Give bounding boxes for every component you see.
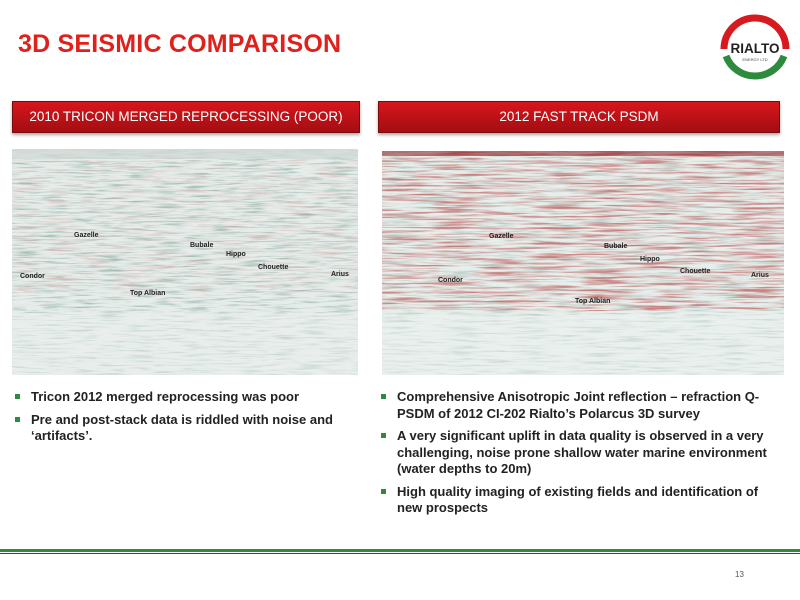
right-label-top-albian: Top Albian bbox=[575, 298, 611, 305]
list-item bbox=[15, 412, 365, 445]
right-label-arius: Arius bbox=[751, 272, 769, 279]
list-item bbox=[381, 484, 781, 517]
left-label-arius: Arius bbox=[331, 271, 349, 278]
left-seismic-section bbox=[12, 143, 358, 375]
list-item bbox=[381, 389, 781, 422]
bullet-text: Comprehensive Anisotropic Joint reflection – refraction Q-PSDM of 2012 CI-202 Rialto’s Polarcus 3D survey bbox=[397, 389, 760, 421]
left-label-bubale: Bubale bbox=[190, 242, 214, 249]
right-bullet-list bbox=[381, 389, 781, 523]
left-seismic-image bbox=[12, 143, 358, 375]
bullet-square-icon bbox=[15, 417, 20, 422]
left-panel-header: 2010 TRICON MERGED REPROCESSING (POOR) bbox=[12, 101, 360, 133]
left-label-top-albian: Top Albian bbox=[130, 290, 166, 297]
bullet-square-icon bbox=[381, 433, 386, 438]
bullet-text: Pre and post-stack data is riddled with noise and ‘artifacts’. bbox=[31, 411, 333, 443]
right-label-chouette: Chouette bbox=[680, 268, 711, 275]
bullet-square-icon bbox=[15, 394, 20, 399]
left-bullet-list bbox=[15, 389, 365, 451]
list-item bbox=[15, 389, 365, 406]
right-label-gazelle: Gazelle bbox=[489, 233, 514, 240]
left-label-gazelle: Gazelle bbox=[74, 232, 99, 239]
bullet-square-icon bbox=[381, 394, 386, 399]
bullet-text: High quality imaging of existing fields and identification of new prospects bbox=[397, 483, 759, 515]
right-panel-header: 2012 FAST TRACK PSDM bbox=[378, 101, 780, 133]
logo-subtext: ENERGY LTD bbox=[742, 57, 768, 62]
right-seismic-image bbox=[382, 143, 784, 375]
left-label-condor: Condor bbox=[20, 273, 45, 280]
list-item bbox=[381, 428, 781, 478]
logo-text: RIALTO bbox=[730, 41, 780, 56]
right-label-hippo: Hippo bbox=[640, 256, 660, 263]
company-logo bbox=[716, 10, 794, 88]
right-seismic-section bbox=[382, 143, 784, 375]
footer-green-rule bbox=[0, 549, 800, 552]
footer-red-rule bbox=[0, 553, 800, 554]
page-number: 13 bbox=[735, 570, 744, 579]
bullet-text: Tricon 2012 merged reprocessing was poor bbox=[31, 389, 300, 404]
right-label-bubale: Bubale bbox=[604, 243, 628, 250]
left-label-chouette: Chouette bbox=[258, 264, 289, 271]
left-label-hippo: Hippo bbox=[226, 251, 246, 258]
right-label-condor: Condor bbox=[438, 277, 463, 284]
bullet-text: A very significant uplift in data quality is observed in a very challenging, noise prone shallow water marine environment (water depths to 20m) bbox=[397, 428, 767, 476]
slide-title: 3D SEISMIC COMPARISON bbox=[18, 30, 342, 58]
bullet-square-icon bbox=[381, 489, 386, 494]
